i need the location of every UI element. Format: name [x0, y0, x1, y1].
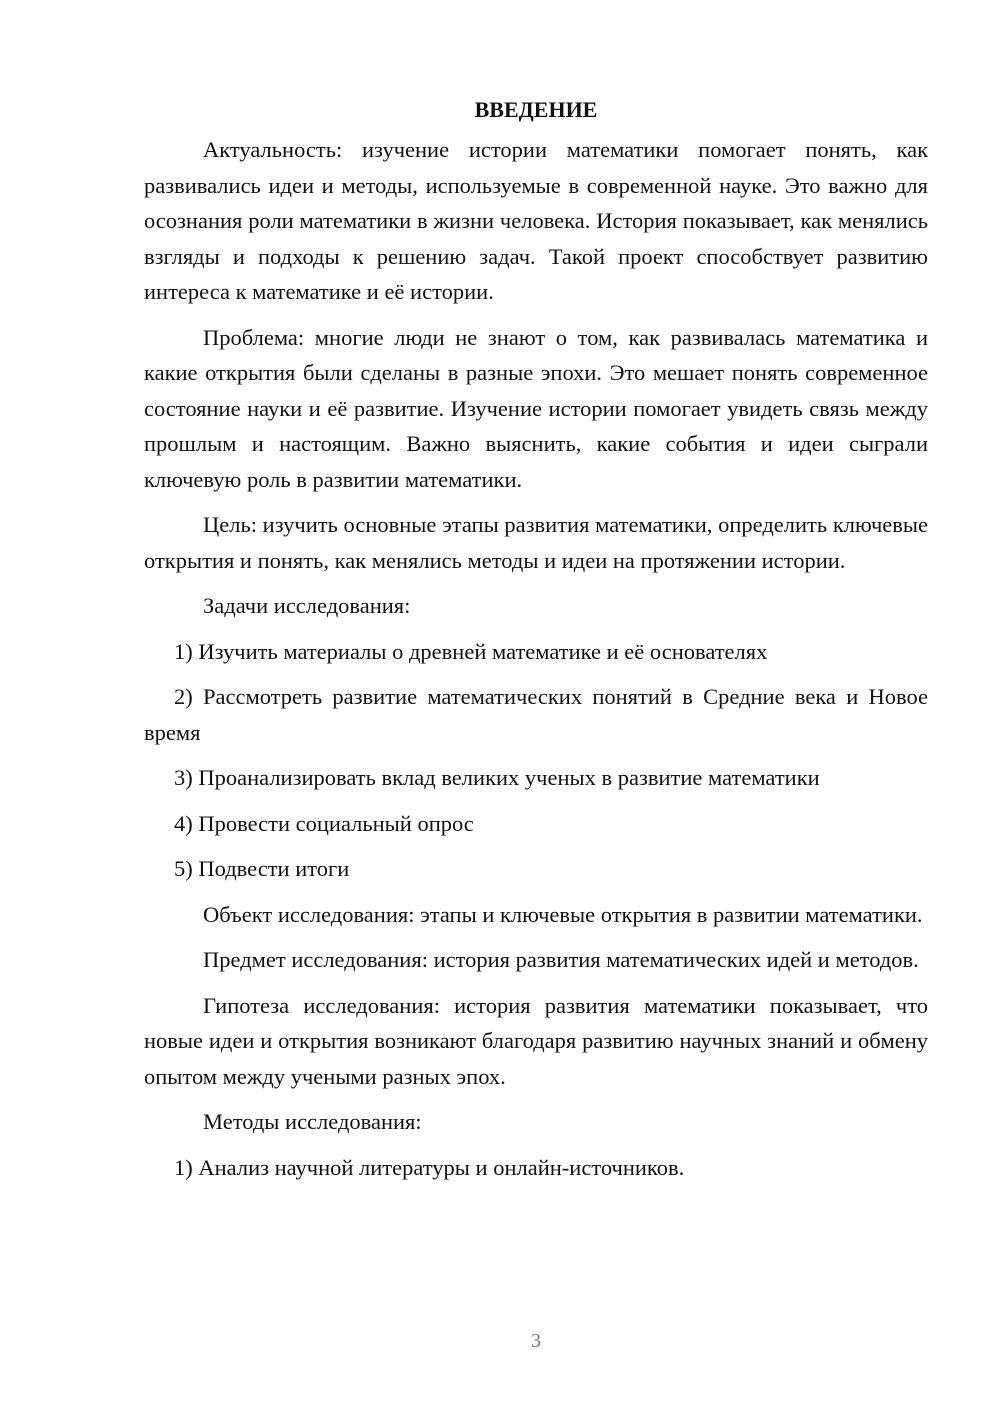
- methods-heading: Методы исследования:: [203, 1109, 422, 1134]
- object-paragraph: Объект исследования: этапы и ключевые открытия в развитии математики.: [203, 901, 923, 927]
- task-item: 4) Провести социальный опрос: [174, 810, 474, 836]
- task-item: 3) Проанализировать вклад великих ученых в развитие математики: [174, 765, 820, 790]
- section-title: ВВЕДЕНИЕ: [474, 97, 598, 122]
- tasks-heading: Задачи исследования:: [203, 593, 411, 618]
- task-item: 1) Изучить материалы о древней математике и её основателях: [174, 638, 768, 664]
- task-item: 5) Подвести итоги: [174, 856, 350, 881]
- page-number: 3: [531, 1330, 541, 1352]
- method-item: 1) Анализ научной литературы и онлайн-источников.: [174, 1154, 685, 1180]
- subject-paragraph: Предмет исследования: история развития математических идей и методов.: [203, 947, 919, 972]
- page-content: [144, 92, 928, 1195]
- relevance-paragraph: Актуальность: изучение истории математики помогает понять, как развивались идеи и методы, используемые в современной науке. Это важно для осознания роли математики в жизни человека. История показывает, как менялись взгляды и подходы к решению задач. Такой проект способствует развитию интереса к математике и её истории.: [144, 137, 928, 304]
- goal-paragraph: Цель: изучить основные этапы развития математики, определить ключевые открытия и понять, как менялись методы и идеи на протяжении истории.: [144, 512, 928, 573]
- problem-paragraph: Проблема: многие люди не знают о том, как развивалась математика и какие открытия были сделаны в разные эпохи. Это мешает понять современное состояние науки и её развитие. Изучение истории помогает увидеть связь между прошлым и настоящим. Важно выяснить, какие события и идеи сыграли ключевую роль в развитии математики.: [144, 324, 928, 492]
- task-item: 2) Рассмотреть развитие математических понятий в Средние века и Новое время: [144, 684, 928, 745]
- hypothesis-paragraph: Гипотеза исследования: история развития математики показывает, что новые идеи и открытия возникают благодаря развитию научных знаний и обмену опытом между учеными разных эпох.: [144, 992, 928, 1089]
